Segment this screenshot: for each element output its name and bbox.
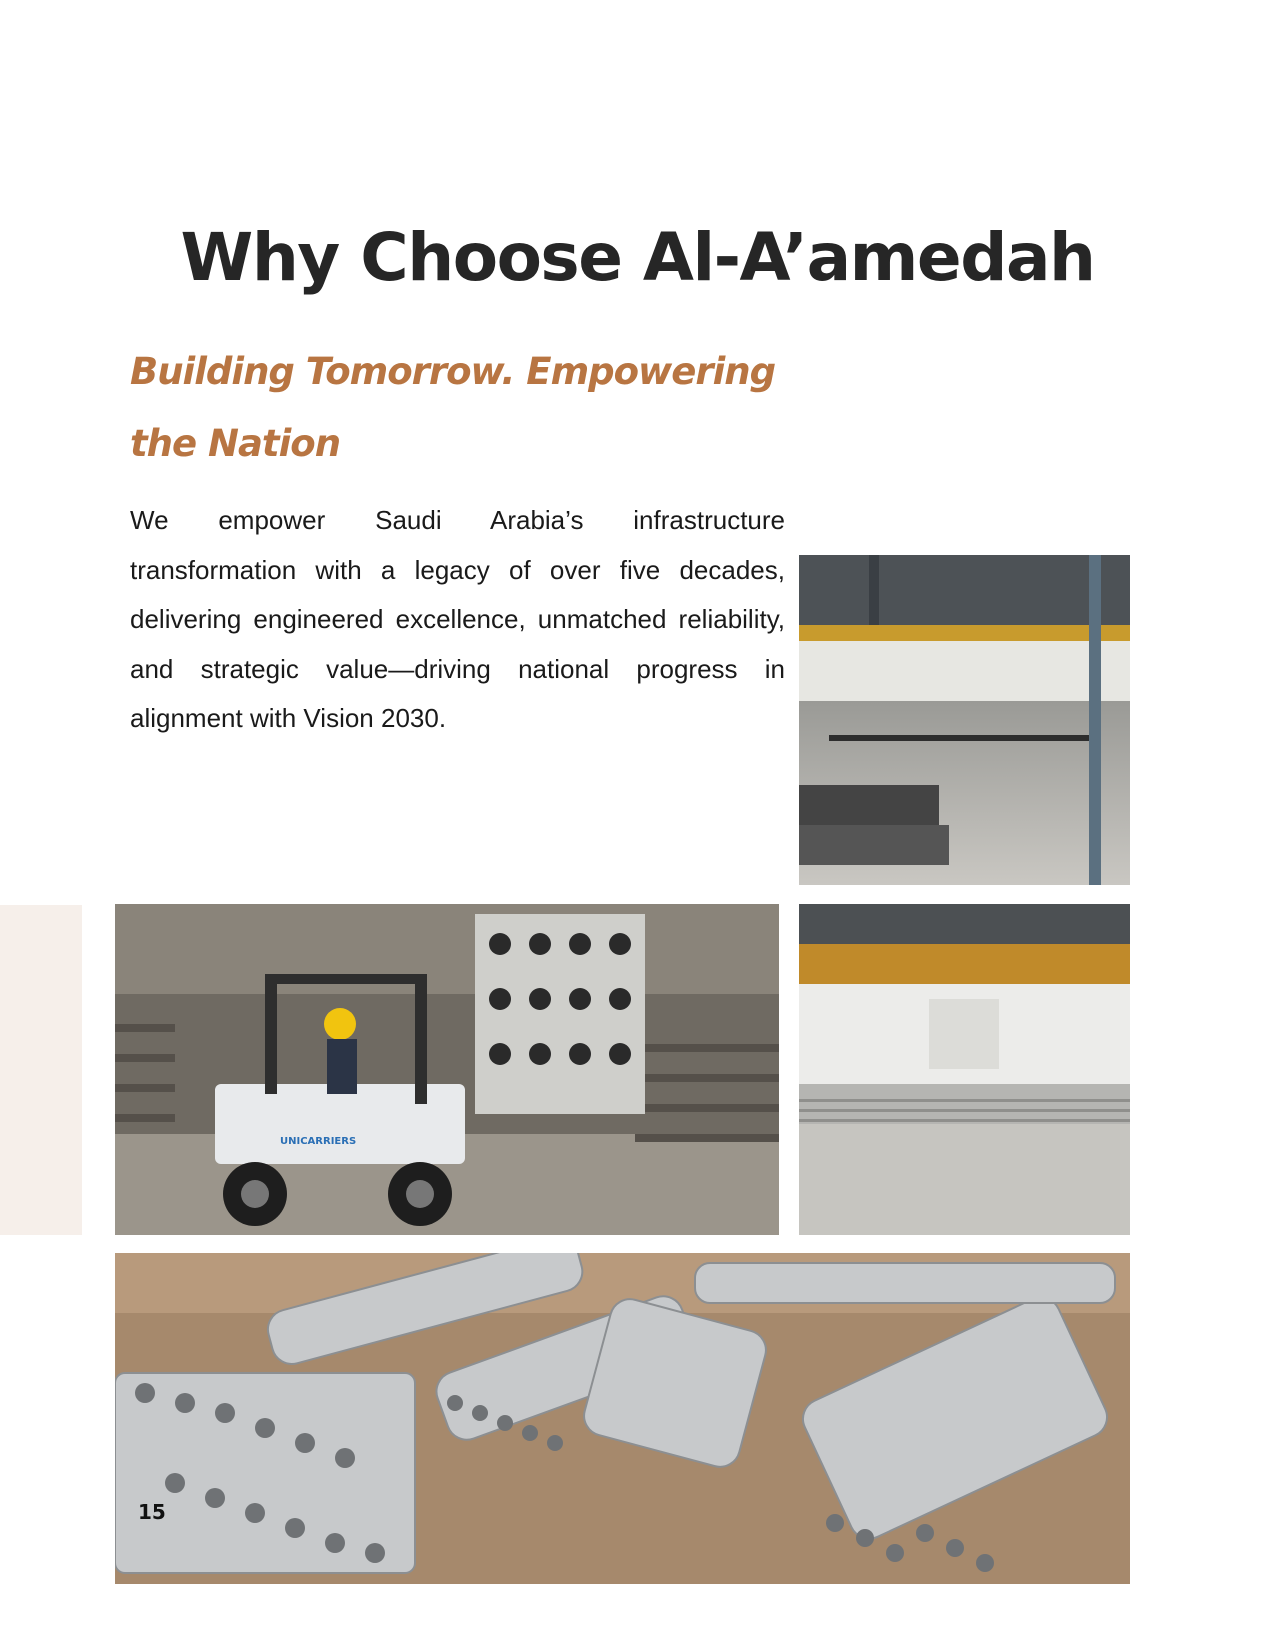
- page-subtitle: [130, 336, 830, 480]
- body-paragraph: We empower Saudi Arabia’s infrastructure transformation with a legacy of over five decades, delivering engineered excellence, unmatched reliability, and strategic value—driving national progress in alignment with Vision 2030.: [130, 505, 785, 733]
- subtitle-line-1: Building Tomorrow. Empowering: [130, 350, 776, 393]
- galvanized-pipes-photo: [115, 1253, 1130, 1584]
- page-title: Why Choose Al-A’amedah: [180, 219, 1095, 296]
- press-brake-closeup-photo: [799, 904, 1130, 1235]
- decorative-side-bar: [0, 905, 82, 1235]
- factory-press-brake-photo: [799, 555, 1130, 885]
- page-number: 15: [138, 1500, 166, 1524]
- subtitle-line-2: the Nation: [130, 422, 341, 465]
- forklift-photo: [115, 904, 779, 1235]
- forklift-brand-label: UNICARRIERS: [280, 1136, 357, 1147]
